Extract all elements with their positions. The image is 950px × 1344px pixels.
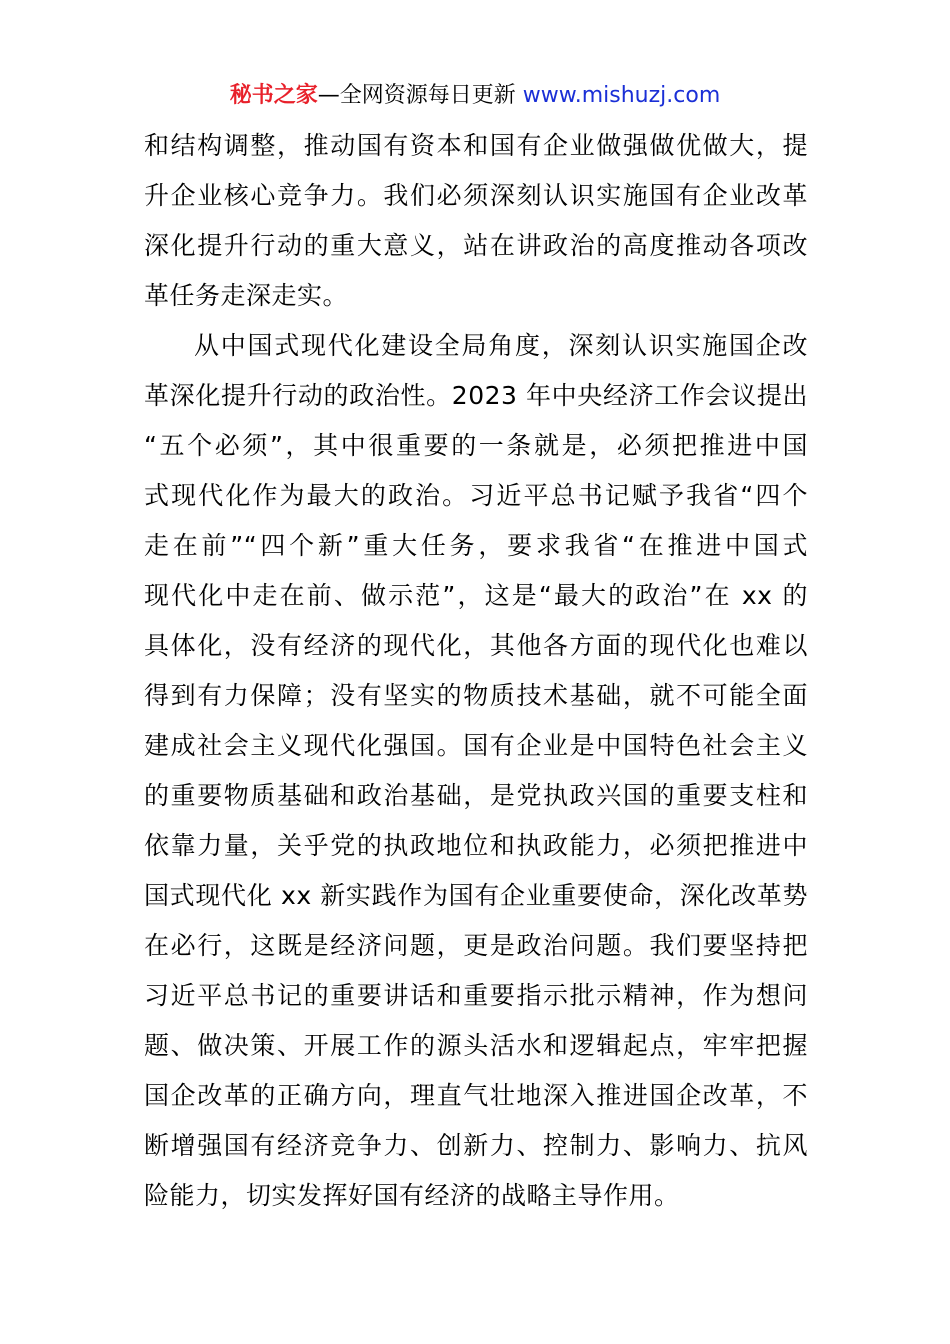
text-line: 式现代化作为最大的政治。习近平总书记赋予我省“四个 bbox=[144, 481, 808, 510]
text-line: 革任务走深走实。 bbox=[144, 281, 349, 310]
text-line: 深化提升行动的重大意义，站在讲政治的高度推动各项改 bbox=[144, 231, 808, 260]
header-tagline: —全网资源每日更新 bbox=[317, 83, 523, 108]
header-brand: 秘书之家 bbox=[229, 83, 318, 108]
page-header bbox=[0, 78, 950, 114]
document-body bbox=[144, 121, 808, 1221]
text-line: 在必行，这既是经济问题，更是政治问题。我们要坚持把 bbox=[144, 931, 808, 960]
text-line: 习近平总书记的重要讲话和重要指示批示精神，作为想问 bbox=[144, 981, 808, 1010]
text-line: 国企改革的正确方向，理直气壮地深入推进国企改革，不 bbox=[144, 1081, 808, 1110]
text-line: 险能力，切实发挥好国有经济的战略主导作用。 bbox=[144, 1181, 680, 1210]
paragraph-1 bbox=[144, 121, 808, 321]
text-line: 现代化中走在前、做示范”，这是“最大的政治”在 xx 的 bbox=[144, 581, 808, 610]
text-line: 和结构调整，推动国有资本和国有企业做强做优做大，提 bbox=[144, 131, 808, 160]
text-line: 建成社会主义现代化强国。国有企业是中国特色社会主义 bbox=[144, 731, 808, 760]
paragraph-2 bbox=[144, 321, 808, 1221]
text-line: 依靠力量，关乎党的执政地位和执政能力，必须把推进中 bbox=[144, 831, 808, 860]
text-line: 升企业核心竞争力。我们必须深刻认识实施国有企业改革 bbox=[144, 181, 808, 210]
text-line: 革深化提升行动的政治性。2023 年中央经济工作会议提出 bbox=[144, 381, 808, 410]
text-line: 具体化，没有经济的现代化，其他各方面的现代化也难以 bbox=[144, 631, 808, 660]
text-line: 从中国式现代化建设全局角度，深刻认识实施国企改 bbox=[194, 331, 808, 360]
header-url-link[interactable]: www.mishuzj.com bbox=[522, 83, 721, 108]
text-line: 断增强国有经济竞争力、创新力、控制力、影响力、抗风 bbox=[144, 1131, 808, 1160]
text-line: 国式现代化 xx 新实践作为国有企业重要使命，深化改革势 bbox=[144, 881, 808, 910]
text-line: “五个必须”，其中很重要的一条就是，必须把推进中国 bbox=[144, 431, 808, 460]
text-line: 题、做决策、开展工作的源头活水和逻辑起点，牢牢把握 bbox=[144, 1031, 808, 1060]
text-line: 走在前”“四个新”重大任务，要求我省“在推进中国式 bbox=[144, 531, 808, 560]
text-line: 的重要物质基础和政治基础，是党执政兴国的重要支柱和 bbox=[144, 781, 808, 810]
text-line: 得到有力保障；没有坚实的物质技术基础，就不可能全面 bbox=[144, 681, 808, 710]
